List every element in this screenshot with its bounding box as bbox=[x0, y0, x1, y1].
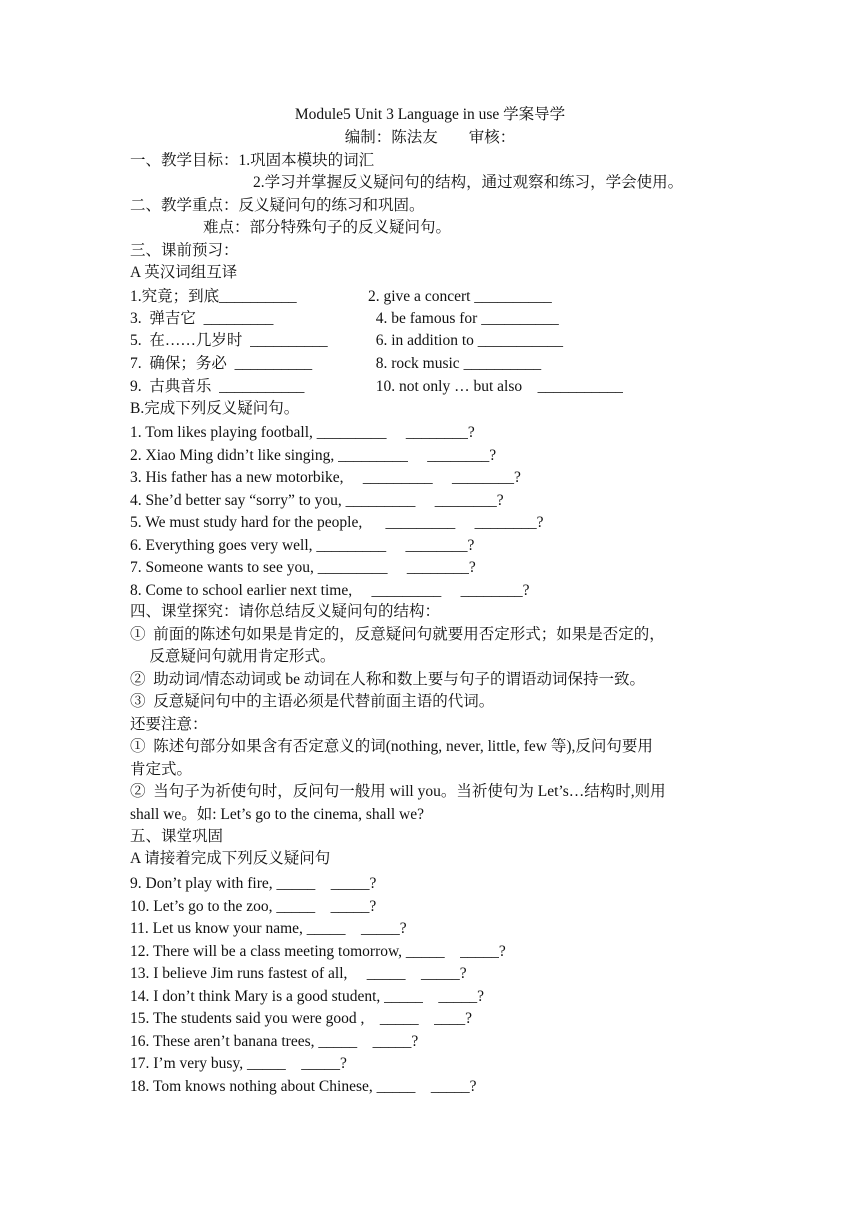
exercise-16: 16. These aren’t banana trees, _____ _____? bbox=[130, 1033, 419, 1050]
exercise-14: 14. I don’t think Mary is a good student, _____ _____? bbox=[130, 988, 485, 1005]
page-title: Module5 Unit 3 Language in use 学案导学 bbox=[294, 106, 566, 123]
explore-heading: 四、课堂探究：请你总结反义疑问句的结构： bbox=[130, 603, 441, 620]
exercise-b-2: 2. Xiao Ming didn’t like singing, _________ ________? bbox=[130, 447, 497, 464]
exercise-10: 10. Let’s go to the zoo, _____ _____? bbox=[130, 898, 377, 915]
phrase-left-2: 3. 弹吉它 _________ bbox=[130, 310, 274, 327]
exercise-12: 12. There will be a class meeting tomorrow, _____ _____? bbox=[130, 943, 506, 960]
difficult-points: 难点：部分特殊句子的反义疑问句。 bbox=[203, 219, 452, 236]
phrase-left-1: 1.究竟；到底__________ bbox=[130, 288, 297, 305]
exercise-b-7: 7. Someone wants to see you, _________ ________? bbox=[130, 559, 476, 576]
consolidate-a-heading: A 请接着完成下列反义疑问句 bbox=[130, 850, 331, 867]
note-1: ① 陈述句部分如果含有否定意义的词(nothing, never, little, few 等),反问句要用 bbox=[130, 738, 653, 755]
preview-heading: 三、课前预习： bbox=[130, 242, 239, 259]
byline: 编制：陈法友 审核： bbox=[344, 129, 516, 146]
exercise-15: 15. The students said you were good , _____ ____? bbox=[130, 1010, 472, 1027]
goals-line-1: 一、教学目标：1.巩固本模块的词汇 bbox=[130, 152, 375, 169]
exercise-b-6: 6. Everything goes very well, _________ ________? bbox=[130, 537, 475, 554]
phrase-right-3: 6. in addition to ___________ bbox=[368, 332, 564, 349]
exercise-17: 17. I’m very busy, _____ _____? bbox=[130, 1055, 347, 1072]
note-2-cont: shall we。如: Let’s go to the cinema, shall we? bbox=[130, 806, 424, 823]
explore-point-3: ③ 反意疑问句中的主语必须是代替前面主语的代词。 bbox=[130, 693, 495, 710]
exercise-13: 13. I believe Jim runs fastest of all, _____ _____? bbox=[130, 965, 467, 982]
phrase-right-1: 2. give a concert __________ bbox=[368, 288, 552, 305]
phrase-right-4: 8. rock music __________ bbox=[368, 355, 542, 372]
section-b-heading: B.完成下列反义疑问句。 bbox=[130, 400, 300, 417]
exercise-b-1: 1. Tom likes playing football, _________ ________? bbox=[130, 424, 475, 441]
exercise-b-3: 3. His father has a new motorbike, _________ ________? bbox=[130, 469, 521, 486]
exercise-11: 11. Let us know your name, _____ _____? bbox=[130, 920, 407, 937]
key-points: 二、教学重点：反义疑问句的练习和巩固。 bbox=[130, 197, 425, 214]
exercise-b-8: 8. Come to school earlier next time, _________ ________? bbox=[130, 582, 530, 599]
phrase-left-5: 9. 古典音乐 ___________ bbox=[130, 378, 305, 395]
explore-point-1-cont: 反意疑问句就用肯定形式。 bbox=[130, 648, 336, 665]
notes-heading: 还要注意： bbox=[130, 716, 208, 733]
goals-line-2: 2.学习并掌握反义疑问句的结构，通过观察和练习，学会使用。 bbox=[253, 174, 684, 191]
explore-point-1: ① 前面的陈述句如果是肯定的，反意疑问句就要用否定形式；如果是否定的， bbox=[130, 626, 665, 643]
exercise-18: 18. Tom knows nothing about Chinese, _____ _____? bbox=[130, 1078, 477, 1095]
phrase-right-2: 4. be famous for __________ bbox=[368, 310, 559, 327]
phrase-left-3: 5. 在……几岁时 __________ bbox=[130, 332, 328, 349]
note-1-cont: 肯定式。 bbox=[130, 761, 193, 778]
explore-point-2: ② 助动词/情态动词或 be 动词在人称和数上要与句子的谓语动词保持一致。 bbox=[130, 671, 645, 688]
consolidate-heading: 五、课堂巩固 bbox=[130, 828, 224, 845]
phrase-right-5: 10. not only … but also ___________ bbox=[368, 378, 623, 395]
section-a-heading: A 英汉词组互译 bbox=[130, 264, 238, 281]
exercise-9: 9. Don’t play with fire, _____ _____? bbox=[130, 875, 377, 892]
exercise-b-5: 5. We must study hard for the people, _________ ________? bbox=[130, 514, 544, 531]
exercise-b-4: 4. She’d better say “sorry” to you, _________ ________? bbox=[130, 492, 504, 509]
note-2: ② 当句子为祈使句时，反问句一般用 will you。当祈使句为 Let’s…结构时,则用 bbox=[130, 783, 666, 800]
phrase-left-4: 7. 确保；务必 __________ bbox=[130, 355, 313, 372]
